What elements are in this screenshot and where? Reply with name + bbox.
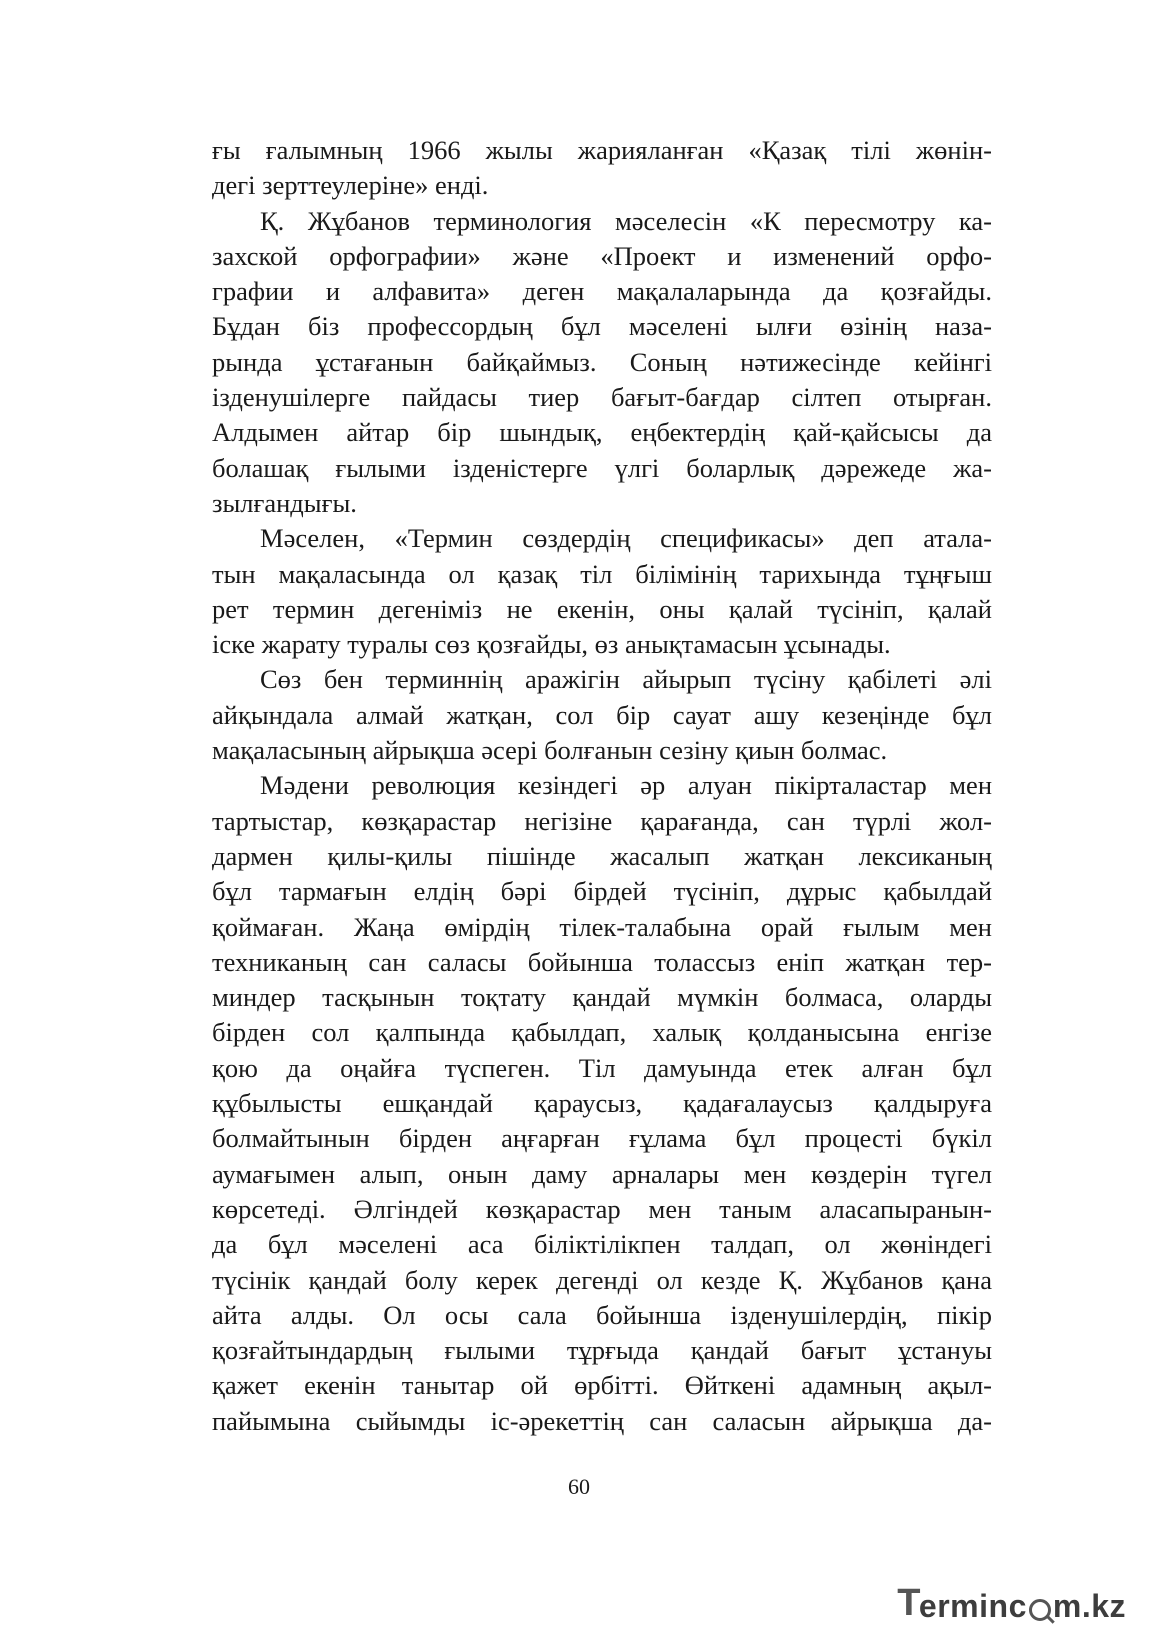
- text-line: захской орфографии» және «Проект и изменений орфо-: [212, 240, 992, 271]
- text-line: болашақ ғылыми ізденістерге үлгі боларлық дәрежеде жа-: [212, 452, 992, 483]
- text-line: зылғандығы.: [212, 487, 357, 518]
- text-line: Мәселен, «Термин сөздердің спецификасы» деп атала-: [260, 523, 992, 554]
- text-line: қозғайтындардың ғылыми тұрғыда қандай бағыт ұстануы: [212, 1335, 992, 1366]
- text-line: рында ұстағанын байқаймыз. Соның нәтижесінде кейінгі: [212, 346, 992, 377]
- text-line: да бұл мәселені аса біліктілікпен талдап, ол жөніндегі: [212, 1229, 992, 1260]
- text-line: қоймаған. Жаңа өмірдің тілек-талабына орай ғылым мен: [212, 911, 992, 942]
- watermark-text-middle: erminc: [918, 1588, 1027, 1624]
- paragraph: [212, 204, 992, 522]
- text-line: ізденушілерге пайдасы тиер бағыт-бағдар сілтеп отырған.: [212, 382, 992, 413]
- text-line: айта алды. Ол осы сала бойынша ізденушілердің, пікір: [212, 1299, 992, 1330]
- text-line: тартыстар, көзқарастар негізіне қарағанда, сан түрлі жол-: [212, 805, 992, 836]
- paragraph: [212, 768, 992, 1439]
- text-line: Мәдени революция кезіндегі әр алуан пікірталастар мен: [260, 770, 992, 801]
- text-line: қою да оңайға түспеген. Тіл дамуында етек алған бұл: [212, 1052, 992, 1083]
- text-line: ғы ғалымның 1966 жылы жарияланған «Қазақ тілі жөнін-: [212, 135, 992, 165]
- text-line: дармен қилы-қилы пішінде жасалып жатқан лексиканың: [212, 840, 992, 871]
- text-line: құбылысты ешқандай қараусыз, қадағалаусыз қалдыруға: [212, 1088, 992, 1119]
- text-line: болмайтынын бірден аңғарған ғұлама бұл процесті бүкіл: [212, 1123, 992, 1154]
- text-line: Қ. Жұбанов терминология мәселесін «К пересмотру ка-: [260, 205, 992, 236]
- watermark-text-suffix: m.kz: [1052, 1588, 1126, 1624]
- magnifier-icon: [1029, 1599, 1051, 1621]
- text-line: пайымына сыйымды іс-әрекеттің сан саласын айрықша да-: [212, 1405, 992, 1436]
- text-line: айқындала алмай жатқан, сол бір сауат ашу кезеңінде бұл: [212, 699, 992, 730]
- text-line: мақаласының айрықша әсері болғанын сезіну қиын болмас.: [212, 735, 888, 766]
- text-line: техниканың сан саласы бойынша толассыз еніп жатқан тер-: [212, 946, 992, 977]
- paragraph: [212, 133, 992, 204]
- text-line: аумағымен алып, онын даму арналары мен көздерін түгел: [212, 1158, 992, 1189]
- watermark-letter-t: T: [897, 1582, 921, 1624]
- paragraph: [212, 521, 992, 662]
- text-line: тын мақаласында ол қазақ тіл білімінің тарихында тұңғыш: [212, 558, 992, 589]
- text-line: Бұдан біз профессордың бұл мәселені ылғи өзінің наза-: [212, 311, 992, 342]
- text-line: бірден сол қалпында қабылдап, халық қолданысына енгізе: [212, 1017, 992, 1048]
- body-text: [212, 133, 992, 1439]
- text-line: Алдымен айтар бір шындық, еңбектердің қай-қайсысы да: [212, 417, 992, 448]
- text-line: іске жарату туралы сөз қозғайды, өз анықтамасын ұсынады.: [212, 629, 891, 660]
- paragraph: [212, 662, 992, 768]
- text-line: графии и алфавита» деген мақалаларында да қозғайды.: [212, 276, 992, 307]
- text-line: бұл тармағын елдің бәрі бірдей түсініп, дұрыс қабылдай: [212, 876, 992, 907]
- text-line: миндер тасқынын тоқтату қандай мүмкін болмаса, оларды: [212, 982, 992, 1013]
- text-line: қажет екенін танытар ой өрбітті. Өйткені адамның ақыл-: [212, 1370, 992, 1401]
- text-line: көрсетеді. Әлгіндей көзқарастар мен таным аласапыранын-: [212, 1193, 992, 1224]
- page-number: 60: [568, 1474, 590, 1499]
- text-line: дегі зерттеулеріне» енді.: [212, 170, 489, 201]
- text-line: рет термин дегеніміз не екенін, оны қалай түсініп, қалай: [212, 593, 992, 624]
- text-line: түсінік қандай болу керек дегенді ол кезде Қ. Жұбанов қана: [212, 1264, 992, 1295]
- termincom-watermark-logo: [897, 1582, 1126, 1625]
- text-line: Сөз бен терминнің аражігін айырып түсіну қабілеті әлі: [260, 664, 992, 695]
